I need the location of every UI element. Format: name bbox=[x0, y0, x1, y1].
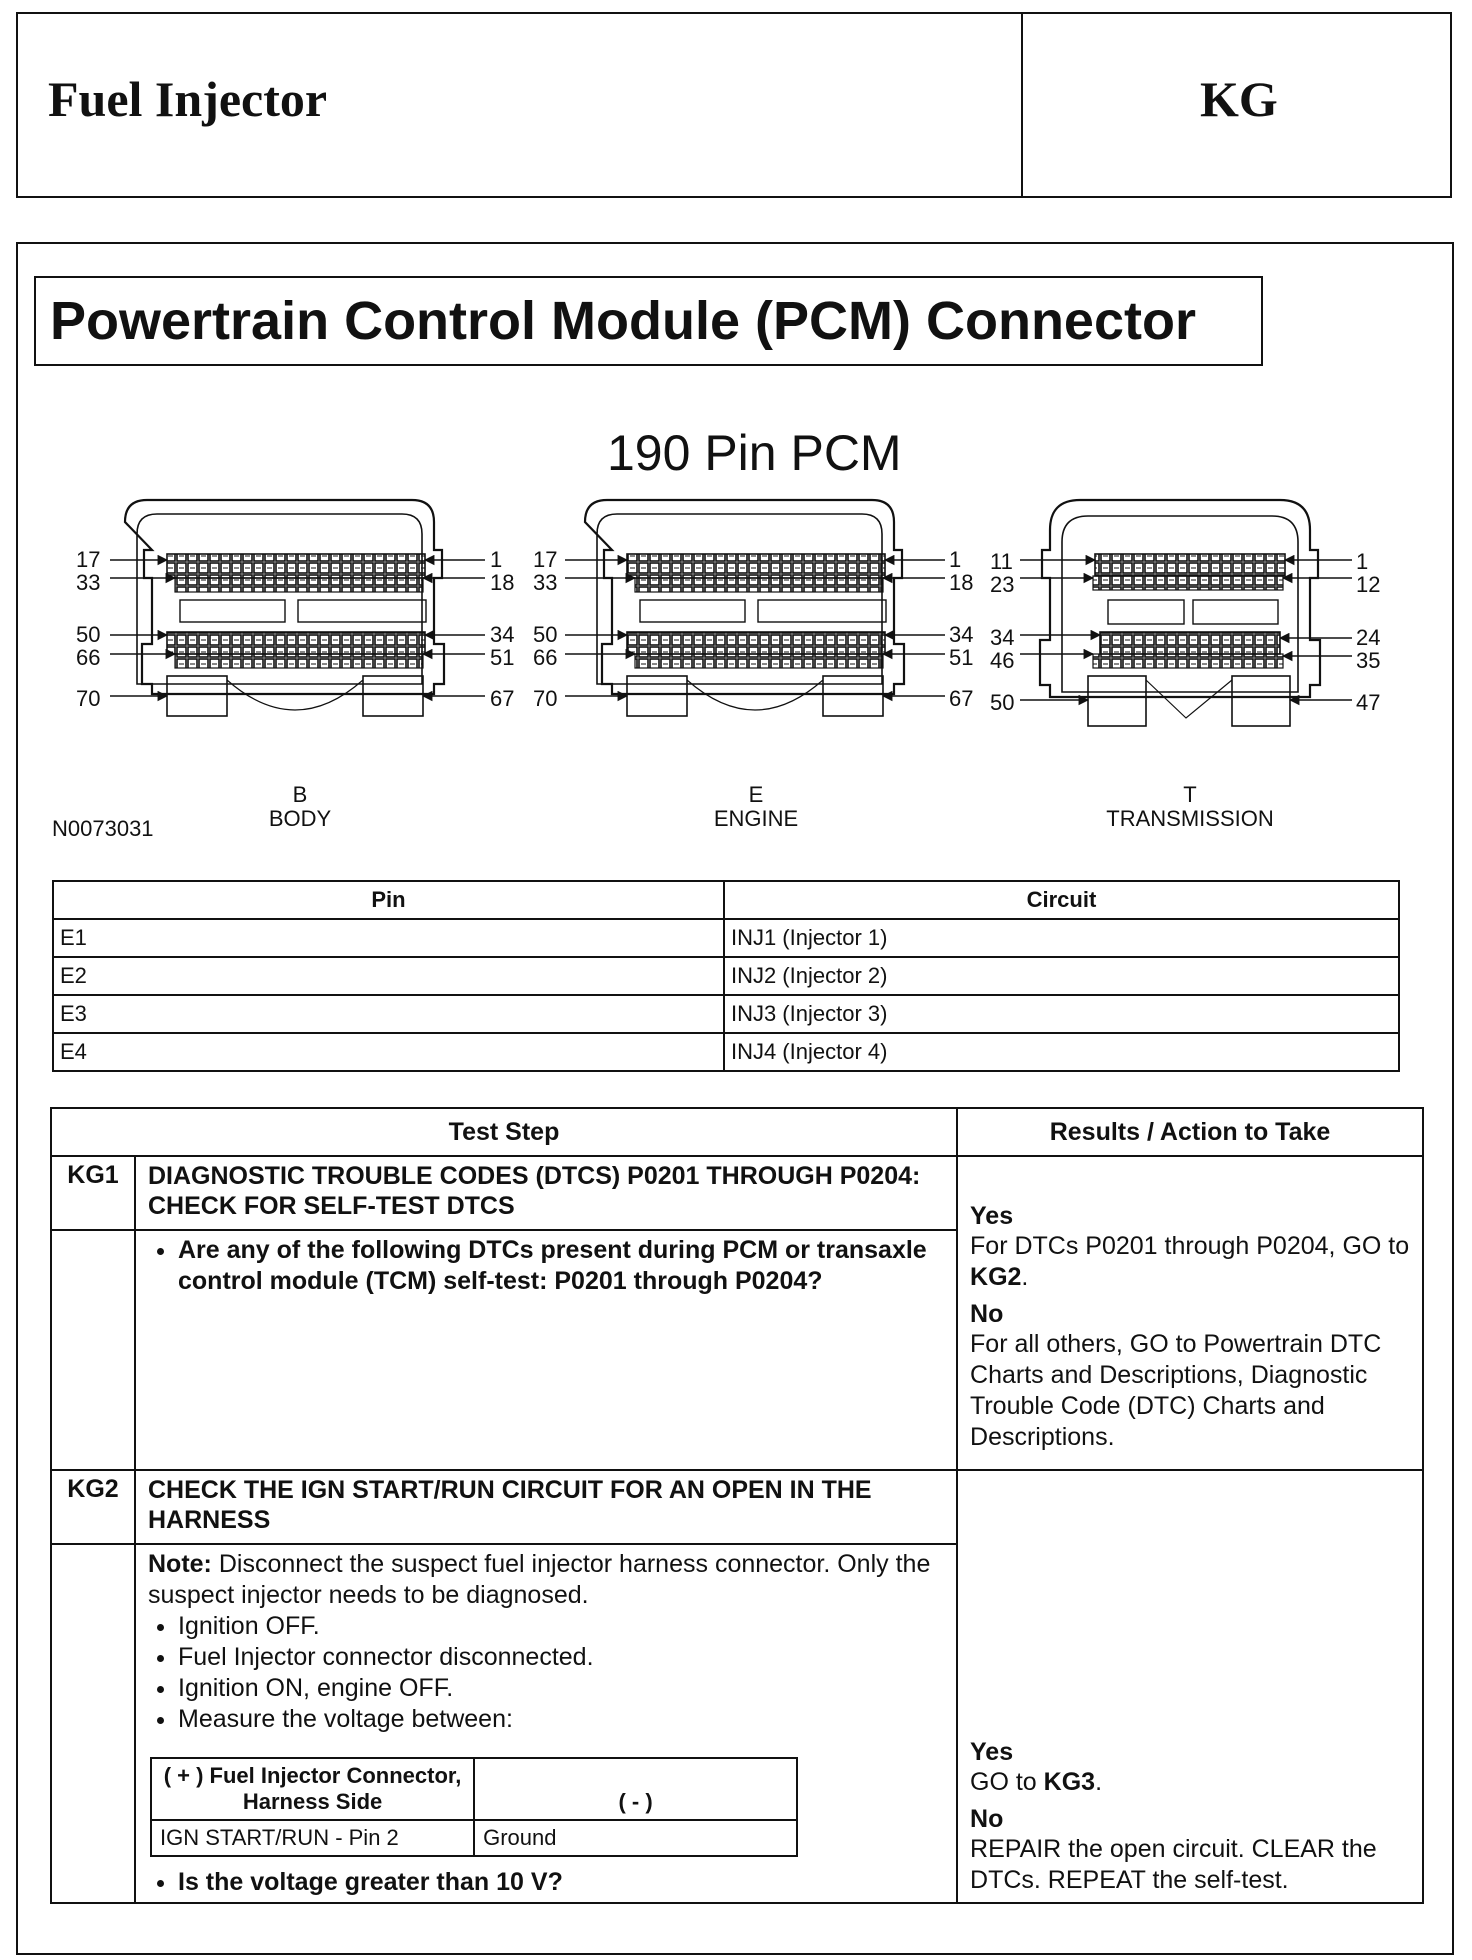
pin-label: 1 bbox=[949, 547, 962, 572]
connector-b-letter: B bbox=[292, 782, 308, 807]
header-code: KG bbox=[1200, 71, 1278, 127]
step-question: • Are any of the following DTCs present during PCM or transaxle control module (TCM) self-test: P0201 through P0204? bbox=[178, 1235, 944, 1297]
pin-label: 66 bbox=[533, 645, 558, 670]
table-row bbox=[53, 1033, 1399, 1071]
table-row bbox=[151, 1820, 797, 1856]
pin-label: 50 bbox=[533, 622, 558, 647]
step-kg2-title-row bbox=[51, 1470, 1423, 1544]
column-header-pin: Pin bbox=[53, 881, 724, 919]
pin-circuit-table bbox=[52, 880, 1400, 1072]
pin-label: 34 bbox=[949, 622, 974, 647]
step-id: KG1 bbox=[51, 1156, 135, 1230]
table-row bbox=[53, 957, 1399, 995]
step-bullets bbox=[148, 1611, 944, 1735]
step-question: • Is the voltage greater than 10 V? bbox=[178, 1867, 944, 1898]
yes-action: GO to KG3. bbox=[970, 1768, 1103, 1796]
pin-label: 17 bbox=[76, 547, 101, 572]
measurement-table bbox=[150, 1757, 798, 1857]
step-body bbox=[135, 1544, 957, 1903]
column-header-results: Results / Action to Take bbox=[957, 1108, 1423, 1156]
pin-cell: E2 bbox=[53, 957, 724, 995]
pin-label: 18 bbox=[949, 570, 974, 595]
no-label: No bbox=[970, 1805, 1004, 1833]
note-label: Note: bbox=[148, 1550, 212, 1578]
pin-cell: E3 bbox=[53, 995, 724, 1033]
header-title: Fuel Injector bbox=[48, 71, 328, 127]
column-header-negative: ( - ) bbox=[474, 1758, 797, 1820]
connector-e-name: ENGINE bbox=[713, 806, 799, 831]
pin-label: 70 bbox=[76, 686, 101, 711]
connector-t-transmission bbox=[1020, 500, 1352, 726]
pin-label: 1 bbox=[1356, 549, 1369, 574]
pin-label: 46 bbox=[990, 648, 1015, 673]
pin-label: 23 bbox=[990, 572, 1015, 597]
circuit-cell: INJ3 (Injector 3) bbox=[724, 995, 1399, 1033]
step-id-spacer bbox=[51, 1230, 135, 1470]
connector-b-body bbox=[110, 500, 485, 716]
pcm-connector-diagram bbox=[0, 490, 1472, 790]
step-id: KG2 bbox=[51, 1470, 135, 1544]
yes-text: For DTCs P0201 through P0204, GO to bbox=[970, 1232, 1410, 1260]
circuit-cell: INJ1 (Injector 1) bbox=[724, 919, 1399, 957]
circuit-cell: INJ4 (Injector 4) bbox=[724, 1033, 1399, 1071]
table-row bbox=[53, 995, 1399, 1033]
step-kg2-results bbox=[957, 1470, 1423, 1903]
pin-label: 24 bbox=[1356, 625, 1381, 650]
no-action: REPAIR the open circuit. CLEAR the DTCs. REPEAT the self-test. bbox=[970, 1835, 1377, 1894]
step-id-spacer bbox=[51, 1544, 135, 1903]
pin-label: 18 bbox=[490, 570, 515, 595]
column-header-circuit: Circuit bbox=[724, 881, 1399, 919]
note-text: Disconnect the suspect fuel injector harness connector. Only the suspect injector needs to be diagnosed. bbox=[148, 1550, 931, 1609]
pin-cell: E1 bbox=[53, 919, 724, 957]
pin-label: 12 bbox=[1356, 572, 1381, 597]
step-bullets bbox=[148, 1867, 944, 1898]
goto-link-kg2[interactable]: KG2 bbox=[970, 1263, 1022, 1291]
table-header-row bbox=[51, 1108, 1423, 1156]
diagram-subtitle: 190 Pin PCM bbox=[607, 425, 902, 481]
pin-label: 67 bbox=[949, 686, 974, 711]
connector-t-letter: T bbox=[1183, 782, 1197, 807]
yes-text: GO to bbox=[970, 1768, 1037, 1796]
figure-id: N0073031 bbox=[52, 816, 154, 841]
pin-label: 51 bbox=[490, 645, 515, 670]
goto-link-kg3[interactable]: KG3 bbox=[1043, 1768, 1096, 1796]
pin-label: 35 bbox=[1356, 648, 1381, 673]
pin-label: 47 bbox=[1356, 690, 1381, 715]
pin-label: 50 bbox=[990, 690, 1015, 715]
step-bullet: • Measure the voltage between: bbox=[178, 1704, 944, 1735]
yes-label: Yes bbox=[970, 1738, 1014, 1766]
connector-b-name: BODY bbox=[268, 806, 332, 831]
pin-label: 66 bbox=[76, 645, 101, 670]
yes-label: Yes bbox=[970, 1202, 1014, 1230]
step-bullet: • Fuel Injector connector disconnected. bbox=[178, 1642, 944, 1673]
yes-action: For DTCs P0201 through P0204, GO to KG2. bbox=[970, 1232, 1410, 1291]
circuit-cell: INJ2 (Injector 2) bbox=[724, 957, 1399, 995]
step-bullet: • Ignition ON, engine OFF. bbox=[178, 1673, 944, 1704]
pin-label: 33 bbox=[76, 570, 101, 595]
positive-cell: IGN START/RUN - Pin 2 bbox=[151, 1820, 474, 1856]
test-step-table bbox=[50, 1107, 1424, 1904]
pin-label: 51 bbox=[949, 645, 974, 670]
connector-t-name: TRANSMISSION bbox=[1106, 806, 1274, 831]
connector-e-engine bbox=[565, 500, 945, 716]
pin-label: 34 bbox=[990, 625, 1015, 650]
no-label: No bbox=[970, 1300, 1004, 1328]
step-kg1-results bbox=[957, 1156, 1423, 1470]
no-action: For all others, GO to Powertrain DTC Charts and Descriptions, Diagnostic Trouble Code (DTC) Charts and Descriptions. bbox=[970, 1330, 1382, 1451]
connector-e-letter: E bbox=[748, 782, 764, 807]
step-note bbox=[148, 1549, 944, 1611]
negative-cell: Ground bbox=[474, 1820, 797, 1856]
section-title: Powertrain Control Module (PCM) Connector bbox=[34, 276, 1263, 366]
step-kg1-title-row bbox=[51, 1156, 1423, 1230]
pin-label: 70 bbox=[533, 686, 558, 711]
step-body bbox=[135, 1230, 957, 1470]
pin-label: 17 bbox=[533, 547, 558, 572]
column-header-test-step: Test Step bbox=[51, 1108, 957, 1156]
step-bullet: • Ignition OFF. bbox=[178, 1611, 944, 1642]
pin-label: 50 bbox=[76, 622, 101, 647]
header-divider bbox=[1021, 14, 1023, 196]
pin-label: 67 bbox=[490, 686, 515, 711]
step-bullets bbox=[148, 1235, 944, 1297]
pin-label: 11 bbox=[990, 549, 1013, 574]
step-title: DIAGNOSTIC TROUBLE CODES (DTCS) P0201 THROUGH P0204: CHECK FOR SELF-TEST DTCS bbox=[135, 1156, 957, 1230]
column-header-positive: ( + ) Fuel Injector Connector, Harness Side bbox=[151, 1758, 474, 1820]
table-header-row bbox=[151, 1758, 797, 1820]
pin-cell: E4 bbox=[53, 1033, 724, 1071]
pin-label: 33 bbox=[533, 570, 558, 595]
table-row bbox=[53, 919, 1399, 957]
pin-label: 34 bbox=[490, 622, 515, 647]
pin-label: 1 bbox=[490, 547, 503, 572]
step-title: CHECK THE IGN START/RUN CIRCUIT FOR AN OPEN IN THE HARNESS bbox=[135, 1470, 957, 1544]
table-header-row bbox=[53, 881, 1399, 919]
